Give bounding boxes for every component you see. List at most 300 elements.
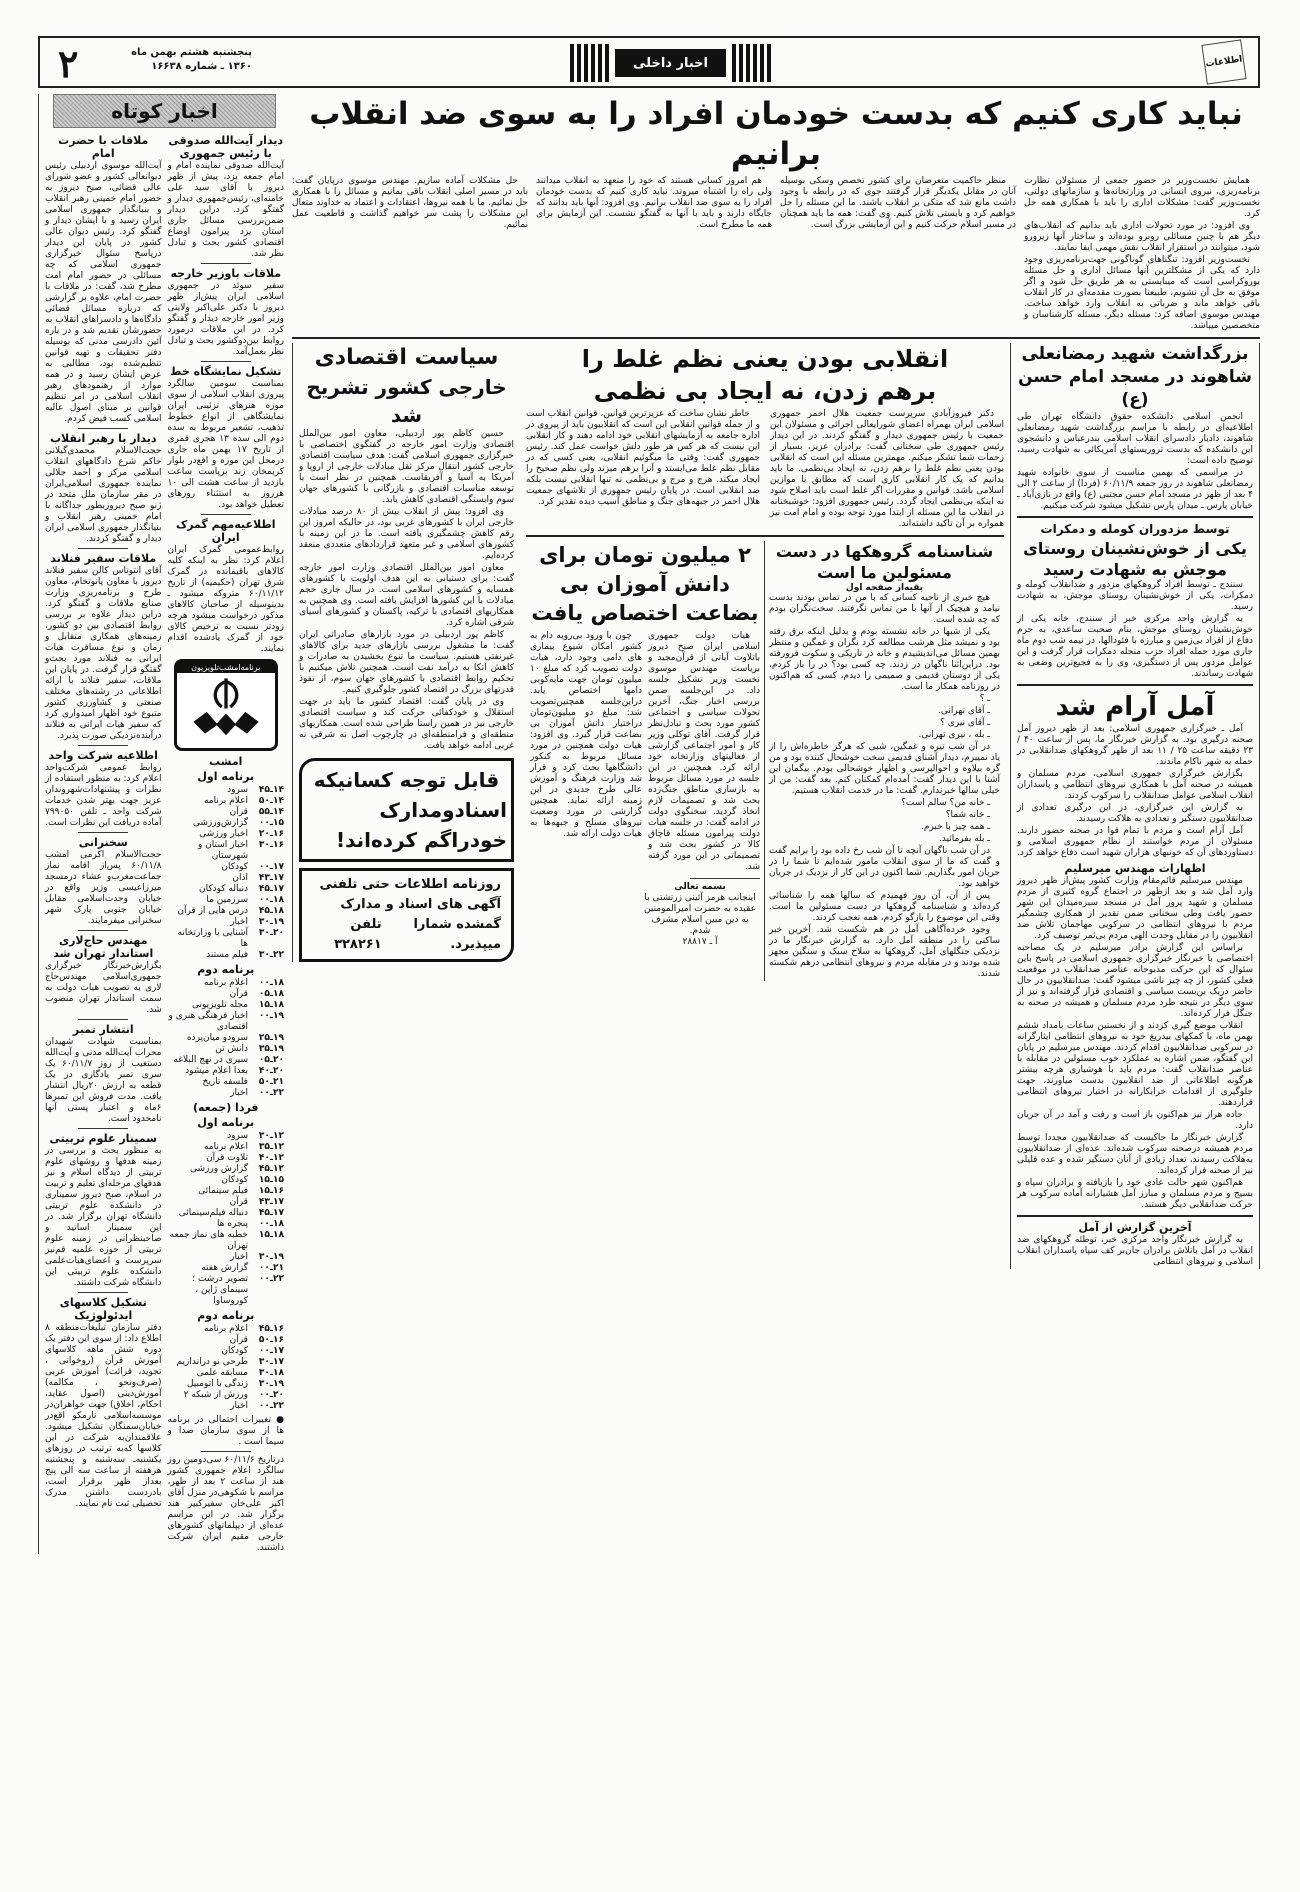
lower-section [292, 343, 1260, 1269]
tv-schedule-row [168, 884, 285, 895]
tv-show: اعلام برنامه [203, 796, 248, 806]
short-news-item [45, 836, 162, 931]
notice-body: اینجانب هرمز آئینی زرتشتی با عقیده به حضرت امیرالمومنین به دین مبین اسلام مشرف شدم. [644, 893, 756, 936]
tv-show: اعلام برنامه [203, 1142, 248, 1152]
news-item-headline: ملاقات سفیر فنلاند [50, 552, 157, 565]
news-item-headline: سخنرانی [78, 836, 128, 849]
tv-time: ۱۹ـ۲۵ [258, 1033, 284, 1043]
india-notice: درتاریخ ۶۰/۱۱/۶ سی‌دومین روز سالگرد اعلام جمهوری کشور هند از ساعت ۲ بعد از ظهر، مراسم با شکوهی‌در منزل آقای اکبر علی‌خان سفیرکبیر هند برگزار شد. در این مراسم عده‌ای از دیپلماتهای کشورهای خارجی مقیم ایران شرکت داشتند. [167, 1455, 285, 1553]
news-item-body: حجت‌الاسلام محمدی‌گیلانی حاکم شرع دادگاههای انقلاب اسلامی مرکز و احمد جلالی نماینده جمهوری اسلامی‌ایران در مقر سازمان ملل متحد در ژنو صبح دیروزبطور جداگانه با امام خمینی رهبر انقلاب و بنیانگذار جمهوری اسلامی ایران دیدار و گفتگو کردند. [45, 446, 162, 544]
tv-schedule-row [168, 917, 285, 928]
economy-headline-1: سیاست اقتصادی [314, 345, 499, 370]
paragraph: هیات دولت جمهوری اسلامی ایران صبح دیروز باتلاوت آیاتی از قرآن‌مجید و بریاست مهندس موسوی نخست وزیر تشکیل جلسه داد. در این‌جلسه ضمن بررسی اخبار جنگ، آخرین تحولات سیاسی و اجتماعی کشور مورد بحث و تبادل‌نظر قرار گرفت. آقای توکلی وزیر کار و امور اجتماعی گزارشی از فعالیتهای وزارتخانه خود ارائه کرد. همچنین در این جلسه در مورد مسائل مربوط به بازسازی مناطق جنگ‌زده بحث شد و تصمیمات لازم اتخاذ گردید. سخنگوی دولت در ادامه گفت: در جلسه هیات دولت پیرامون مسئله قاچاق کالا در کشور بحث شد و تصمیماتی در این مورد گرفته شد. [648, 631, 760, 872]
short-news-item [45, 749, 162, 833]
news-item-headline: ملاقات باوزیر خارجه [170, 267, 282, 280]
tv-time: ۱۴ـ۵۰ [258, 796, 284, 806]
main-story-col-4 [292, 176, 528, 333]
tv-show: کودکان [221, 1346, 248, 1356]
short-news-col-b [45, 131, 162, 1554]
short-news-item [45, 1132, 162, 1293]
tv-time: ۱۷ـ۴۳ [258, 1197, 284, 1207]
tv-show: ورزش از شبکه ۲ [183, 1390, 248, 1400]
ad-line-2: اسنادومدارک خودراگم کرده‌اند! [335, 798, 507, 852]
tv-time: ۱۸ـ۴۵ [258, 906, 284, 916]
paragraph: نخست‌وزیر افزود: تنگناهای گوناگونی جهت‌برنامه‌ریزی وجود دارد که یکی از مشکلترین آنها مسائل اداری و حل مسئله بوروکراسی است که میبایستی به هر طریق حل شود و اگر موفق به حل آن نشویم، طبیعتا بصورت مقدمه‌ای در کار انقلاب باقی خواهد ماند و ضرباتی به انقلاب وارد خواهد ساخت. مهندس موسوی اضافه کرد: مسئله دیگر، مسئله کارشناسان و متخصصین میباشد. [1024, 255, 1260, 331]
tv-time: ۲۲ـ۳۰ [258, 950, 284, 960]
logo-text: اطلاعات [1204, 54, 1244, 70]
short-news-col-a [168, 131, 285, 1554]
right-column [1010, 343, 1260, 1269]
tomorrow-label: فردا (جمعه) [192, 1101, 259, 1114]
tv-schedule-row [168, 807, 285, 818]
paragraph: دکتر فیروزآبادی سرپرست جمعیت هلال احمر جمهوری اسلامی ایران بهمراه اعضای شورایعالی اجرائی و مسئولان این جمعیت با رئیس جمهوری دیدار و گفتگو کردند. در این دیدار رئیس جمهوری طی سخنانی گفت: برادران عزیز، بسیار از زحمات شما تشکر میکنم. مهمترین مسئله این است که انقلابی بودن یعنی نظم غلط را برهم زدن، نه ایجاد بی‌نظمی. ما باید بدانیم که یک کار انقلابی کاری است که مطابق با موازین اسلامی باشد. قوانین و مقررات اگر غلط است باید اصلاح شود نه اینکه بی‌نظمی ایجاد گردد. رئیس جمهوری افزود: خوشبختانه در انقلاب ما این مسئله از ابتدا مورد توجه بوده و امام امت نیز همواره بر آن تاکید داشته‌اند. [770, 409, 1004, 529]
tv-time: ۱۹ـ۳۰ [258, 1379, 284, 1389]
tv-time: ۱۲ـ۴۰ [258, 1153, 284, 1163]
tv-schedule-row [168, 1230, 285, 1252]
paragraph: در مراسمی که بهمین مناسبت از سوی خانواده شهید رمضانعلی شاهوند در روز جمعه ۶۰/۱۱/۹ (فردا) از ساعت ۲ الی ۴ بعد از ظهر در مسجد امام حسن مجتبی (ع) واقع در نازی‌آباد ـ خیابان پارس ـ میدان پارس تشکیل میشود شرکت میکنیم. [1017, 468, 1253, 511]
main-story-col-3 [536, 176, 772, 333]
tv-show: زندگی با اتومبیل [186, 1379, 248, 1389]
main-area [292, 94, 1260, 1269]
paragraph: ـ آقای نیری ؟ [940, 718, 990, 728]
news-item-body: روابط‌عمومی گمرک ایران اعلام کرد: نظر به اینکه کلیه کالاهای باقیمانده در گمرک شرق تهران (حکیمیه) از تاریخ ۶۰/۱۱/۱۲ متروکه میشود ـ بدینوسیله از صاحبان کالاهای مذکور درخواست میشود هرچه زودتر نسبت به ترخیص کالای خود از گمرک یادشده اقدام نمایند. [167, 545, 284, 654]
tv-show: فیلم سینمائی [198, 1186, 248, 1196]
news-item-body: بگزارش‌خبرنگار خبرگزاری جمهوری‌اسلامی مهندس‌حاج لاری به تصویب هیات دولت به سمت استاندار تهران منصوب شد. [45, 961, 162, 1015]
section-tag [570, 44, 771, 82]
paragraph: جاده هراز نیز هم‌اکنون باز است و رفت و آمد در آن جریان دارد. [1017, 1110, 1253, 1131]
tv-time: ۱۸ـ۰۵ [258, 989, 284, 999]
ad-line-1: قابل توجه کسانیکه [313, 768, 500, 792]
paragraph: حسین کاظم پور اردبیلی، معاون امور بین‌الملل اقتصادی وزارت امور خارجه در گفتگوی اختصاصی با خبرگزاری جمهوری اسلامی گفت: هدف سیاست اقتصادی خارجی کشور انتقال مرکز ثقل مبادلات خارجی از اروپا و آمریکا به آسیا و آفریقاست. همچنین در نظر است با توسعه مناسبات اقتصادی و بازرگانی با کشورهای جهان سوم وابستگی اقتصادی کاهش یابد. [299, 429, 514, 505]
tv-schedule-row [168, 1401, 285, 1412]
tv-note: ● تغییرات احتمالی در برنامه ها از سوی سازمان صدا و سیما است . [167, 1415, 284, 1447]
paragraph: ـ آقای تهرانی. [938, 706, 990, 716]
tv-schedule-row [168, 989, 285, 1000]
channel-1-title: برنامه اول [197, 770, 255, 783]
paragraph: ـ همه چیز با خبرم. [920, 822, 990, 832]
news-item-body: آیت‌الله موسوی اردبیلی رئیس دیوانعالی کشور و عضو شورای عالی قضائی، صبح دیروز به حضور امام خمینی رهبر انقلاب و بنیانگذار جمهوری اسلامی ایران رسید و با ایشان دیدار و گفتگو کرد. رئیس دیوان عالی کشور در پایان این دیدار درپاسخ سئوال خبرگزاری جمهوری اسلامی که چه مسائلی در حضور امام امت مطرح شد، گفت: در ملاقات با حضرت امام، علاوه بر گزارشی که درباره مسائل قضائی دادگاه‌ها و دادسراهای انقلاب به حضورشان تقدیم شد و در باره آئین دادرسی مدنی که بوسیله دفتر تحقیقات و تهیه قوانین تنظیم‌شده بود، مطالبی به عرض ایشان رسید و در همه موارد از رهنمودهای رهبر انقلاب اسلامی در امر تنظیم قوانین بر مبنای اصول عالیه اسلامی کسب فیض کردم. [45, 161, 162, 424]
news-item-headline: تشکیل کلاسهای ایدئولوژیک [59, 1296, 147, 1322]
tv-time: ۲۰ـ۰۵ [258, 1055, 284, 1065]
tv-show: گزارش‌ورزشی [192, 818, 248, 828]
paragraph: همایش نخست‌وزیر در حضور جمعی از مسئولان نظارت برنامه‌ریزی، نیروی انسانی در وزارتخانه‌ها و سازمانهای دولتی، نخست‌وزیر گفت: مشکلات اداری را باید با همکاری همه حل کرد. [1024, 176, 1260, 219]
tv-schedule-row [168, 862, 285, 873]
tv-logo-box [174, 659, 278, 751]
paragraph: حل مشکلات آماده سازیم. مهندس موسوی درپایان گفت: باید در مسیر اصلی انقلاب باقی بمانیم و مسائل را با همکاری حل نمائیم. ما با همه نیروها، اعتقادات و اعتماد به خداوند متعال این مشکلات را پشت سر خواهیم گذاشت و قاطعیت عمل نمائیم. [292, 176, 528, 230]
short-news-item [45, 432, 162, 549]
channel-2-list [168, 978, 285, 1099]
tv-show: پنجره ها [216, 1219, 248, 1229]
tv-time: ۱۷ـ۴۵ [258, 884, 284, 894]
tv-schedule-row [168, 895, 285, 906]
paragraph: در آن شب تیره و غمگین، شبی که هرگز خاطره‌اش را از یاد نمیبرم، دیدار آشنای قدیمی سخت خوشحال کننده بود و من گره بیلاوه و احوالپرسی و اظهار خوشحالی بودم. بیگمان این آشنا با این دیدار گفت: آمده‌ام کمکتان کنم. بعد گفت: من از خیلی سالها خبرندارم. گفت: ما در خدمت انقلاب هستیم. [769, 742, 1000, 796]
tv-schedule-row [168, 1044, 285, 1055]
tv-show: دانش تن [215, 1044, 248, 1054]
short-news-item [168, 267, 285, 362]
tv-schedule-list [168, 755, 285, 1554]
left-column [292, 343, 520, 962]
tv-show: اعلام برنامه [203, 1324, 248, 1334]
tv-show: دنباله کودکان [199, 884, 248, 894]
news-item-body: آیت‌الله صدوقی نماینده امام و امام جمعه یزد، پیش از ظهر دیروز با آقای سید علی خامنه‌ای، رئیس‌جمهوری دیدار و گفتگو کرد. دراین دیدار ضمن‌بررسی مسائل جاری استان یزد پیرامون اوضاع اقتصادی کشور بحث و تبادل نظر شد. [167, 161, 284, 259]
paragraph: به گزارش واحد مرکزی خبر از سنندج، خانه یکی از خوش‌نشینان روستای موجش، بنام صحبت ساعدی، به جرم دفاع از افراد بی‌زمین و مبارزه با فئودالها، در نیمه شب دوم ماه جاری مورد حمله افراد حزب منحله دمکرات قرار گرفت و این عوامل مزدور پس از دستگیری، وی را به فجیع‌ترین وضعی به شهادت رساندند. [1017, 614, 1253, 679]
tv-time: ۱۷ـ۰۰ [258, 862, 284, 872]
short-news-item [168, 134, 285, 264]
tv-schedule-row [168, 1055, 285, 1066]
paragraph: آمل ـ خبرگزاری جمهوری اسلامی: بعد از ظهر دیروز آمل صحنه درگیری بود. به گزارش خبرنگار ما، پس از ساعت ۴۰ / ۲۳ دقیقه ساعت ۲۵ / ۱۱ بعد از ظهر گروهکهای ضدانقلابی در حمله به شهر ناکام ماندند. [1017, 724, 1253, 767]
paragraph: هم امروز کسانی هستند که خود را متعهد به انقلاب میدانند ولی راه را اشتباه میروند. نباید کاری کنیم که بدست خودمان افراد را به سوی ضد انقلاب برانیم. وی افزود: آنها باید بدانند که جایگاه دارند و باید با آنها به گفتگو نشست. این آزمایش برای همه ما مطرح است. [536, 176, 772, 230]
shenasnameh-headline: شناسنامه گروهکها در دست مسئولین ما است [775, 542, 994, 582]
short-news-item [45, 1023, 162, 1129]
tv-schedule-row [168, 1274, 285, 1307]
nazm-col-left [526, 409, 760, 531]
tv-show: کودکان [221, 1175, 248, 1185]
tv-show: سرزمین ما [206, 895, 248, 905]
tv-time: ۱۶ـ۱۵ [258, 1186, 284, 1196]
tv-schedule-row [168, 1131, 285, 1142]
tv-time: ۱۲ـ۳۰ [258, 1131, 284, 1141]
tv-show: قرآن [229, 989, 248, 999]
short-news-item [168, 518, 285, 655]
tv-schedule-row [168, 829, 285, 840]
paragraph: کاظم پور اردبیلی در مورد بازارهای صادراتی ایران گفت: ما مشغول بررسی بازارهای جدید برای کالاهای غیرنفتی هستیم. سیاست ما تنوع بخشیدن به صادرات و کاهش اتکا به درآمد نفت است. همچنین تلاش میکنیم با تحکیم روابط اقتصادی با کشورهای جهان سوم، از نفوذ قدرتهای بزرگ در اقتصاد کشور جلوگیری کنیم. [299, 630, 514, 695]
news-item-body: روابط عمومی شرکت‌واحد اعلام کرد: به منظور استفاده از نظرات و پیشنهادات‌شهروندان عزیز جهت بهتر شدن خدمات شرکت واحد ـ تلفن ۷۹۹۰۵۰ آماده دریافت این نظرات است. [45, 763, 162, 828]
paragraph: معاون امور بین‌الملل اقتصادی وزارت امور خارجه گفت: برای دستیابی به این هدف اولویت با کشورهای همسایه و کشورهای اسلامی است. در سال جاری حجم مبادلات با این کشورها افزایش یافته است. وی همچنین به همکاریهای اقتصادی با ترکیه، پاکستان و کشورهای آسیای شرقی اشاره کرد. [299, 563, 514, 628]
page-number: ۲ [58, 41, 79, 86]
tv-schedule-row [168, 1219, 285, 1230]
tv-time: ۱۹ـ۳۰ [258, 917, 284, 927]
tv-schedule-row [168, 1252, 285, 1263]
tv-time: ۱۴ـ۵۵ [258, 807, 284, 817]
tv-schedule-row [168, 928, 285, 950]
tv-show: سرود [227, 1131, 248, 1141]
masthead [38, 36, 1260, 88]
short-news-title: اخبار کوتاه [53, 94, 276, 128]
tv-show: دنباله فیلم‌سینمائی [178, 1208, 248, 1218]
divider [526, 535, 1004, 537]
tv-show: فیلم مستند [206, 950, 248, 960]
news-item-headline: انتشار تمبر [72, 1023, 134, 1036]
short-news-item [45, 934, 162, 1020]
paragraph: انقلاب موضع گیری کردند و از نخستین ساعات بامداد ششم بهمن ماه، با کمکهای بیدریغ خود به نیروهای انتظامی ایثارگرانه در سرکوبی ضدانقلابیون اقدام کردند. مهندس میرسلیم در پایان این گفتگو، ضمن اشاره به عملکرد خوب مسئولین در مقابله با عناصر ضدانقلاب گفت: مردم باید با هوشیاری هرچه بیشتر هرگونه اطلاعاتی از ضد انقلابیون بدست میاورند، جهت جلوگیری از اقدامات خرابکارانه در اختیار نیروهای انتظامی قراردهند. [1017, 1021, 1253, 1108]
tv-show: قرآن [229, 1335, 248, 1345]
tv-schedule-row [168, 1011, 285, 1033]
news-item-headline: دیدار آیت‌الله صدوقی با رئیس جمهوری [168, 134, 284, 160]
tv-time: ۱۶ـ۴۵ [258, 1324, 284, 1334]
ad-line-3: روزنامه اطلاعات حتی تلفنی آگهی های اسناد و مدارک [319, 877, 501, 912]
main-headline: نباید کاری کنیم که بدست خودمان افراد را به سوی ضد انقلاب برانیم [309, 96, 1243, 172]
tv-time: ۲۰ـ۳۰ [258, 928, 284, 938]
tonight-label: امشب [209, 755, 243, 768]
tv-schedule-row [168, 840, 285, 862]
news-item-headline: تشکیل نمایشگاه خط [170, 365, 282, 378]
tv-schedule-row [168, 1033, 285, 1044]
tv-show: قرآن [229, 1197, 248, 1207]
paragraph: وجود خرده‌آگاهی آمل در هم شکست شد. آخرین خبر ساکنی را در منطقه آمل دارد. به گزارش خبرنگار ما در نزدیکی جنگلهای آمل، گروهکها به سلاح سبک و سنگین مجهز شده بودند و در مقابله مردم و نیروهای انتظامی درهم شکسته شدند. [769, 925, 1000, 979]
center-column [520, 343, 1010, 981]
tv-time: ۱۸ـ۰۰ [258, 978, 284, 988]
tv-schedule-row [168, 1368, 285, 1379]
news-item-body: بمناسبت شهادت شهیدان محراب آیت‌الله مدنی و آیت‌الله دستغیب از روز ۶۰/۱۱/۷ یک سری تمبر یادگاری در یک قطعه به ارزش ۲۰ریال انتشار یافت. مدت فروش این تمبرها ۶ماه و اعتبار پستی آنها نامحدود است. [45, 1037, 162, 1124]
ad-phone: تلفن ۳۲۸۲۶۱ [334, 917, 382, 952]
tv-box-label: برنامه‌امشب‌تلویزیون [177, 662, 275, 673]
tomorrow-2-list [168, 1324, 285, 1412]
paragraph: ـ بله ، نیری تهرانی. [918, 730, 990, 740]
amol-headline: آمل آرام شد [1055, 692, 1215, 722]
divider [1017, 1215, 1253, 1217]
tv-schedule-row [168, 796, 285, 807]
paragraph: منظر حاکمیت متعرضان برای کشور تخصص وسکی بوسیله آنان در مقابل یکدیگر قرار گرفتند جوی که در رابطه با وجود داشت مانع شد که متکی بر انقلاب باشند. ما این مسئله را حل خواهیم کرد و بایستی تلاش کنیم. وی گفت: همه ما باید همچنان در مسیر اسلام حرکت کنیم و این آزمایشی بزرگ است. [780, 176, 1016, 230]
story-nazm [526, 343, 1004, 531]
tv-show: اخبار ورزشی [199, 829, 248, 839]
short-news-column [38, 94, 284, 1554]
paragraph: به گزارش خبرنگار واحد مرکزی خبر، توطئه گروهکهای ضد انقلاب در آمل باتلاش برادران جان‌بر کف سپاه پاسداران انقلاب اسلامی و نیروهای انتظامی [1017, 1235, 1253, 1267]
channel-2-title: برنامه دوم [197, 963, 255, 976]
mojesh-headline: یکی از خوش‌نشینان روستای موجش به شهادت رسید [1023, 539, 1247, 579]
tv-show: گزارش ورزشی [189, 1164, 248, 1174]
tv-schedule-row [168, 1208, 285, 1219]
news-item-body: بمناسبت سومین سالگرد پیروزی انقلاب اسلامی از سوی موزه هنرهای تزئینی ایران نمایشگاهی از انواع خطوط تذهیب، تشعیر مربوط به سده دوم الی سده ۱۳ هجری قمری از تاریخ ۱۷ بهمن ماه جاری درمحل این موزه و اقع‌در بلوار کریمخان زند برپاست ساعت بازدید از ساعت هشت الی ۱۰ هرروز به استثناء روزهای تعطیل خواهد بود. [167, 379, 284, 510]
tv-schedule-row [168, 1077, 285, 1088]
paragraph: وی افزود: پیش از انقلاب بیش از ۸۰ درصد مبادلات خارجی ایران با کشورهای غربی بود، در حالیکه امروز این رقم کاهش چشمگیری یافته است. ما در این زمینه با کشورهای اسلامی و غیر متعهد قراردادهای متعددی منعقد کرده‌ایم. [299, 507, 514, 561]
nazm-col-right [770, 409, 1004, 531]
tv-time: ۱۹ـ۰۰ [258, 1011, 284, 1021]
tv-schedule-row [168, 873, 285, 884]
tv-time: ۲۰ـ۰۰ [258, 1390, 284, 1400]
story-amol [1017, 690, 1253, 1268]
tv-time: ۱۸ـ۱۵ [258, 1000, 284, 1010]
tv-time: ۲۲ـ۰۰ [258, 1088, 284, 1098]
short-news-item [45, 134, 162, 429]
tv-show: سرود [227, 785, 248, 795]
short-news-item [45, 552, 162, 746]
tv-time: ۱۸ـ۳۰ [258, 1368, 284, 1378]
tv-show: آشنایی با وزارتخانه ها [177, 928, 248, 949]
paragraph: بگزارش خبرگزاری جمهوری اسلامی، مردم مسلمان و همیشه در صحنه آمل با همکاری نیروهای انتظامی و پاسداران انقلاب اسلامی عوامل ضدانقلاب را سرکوب کردند. [1017, 769, 1253, 801]
main-story-columns [292, 176, 1260, 333]
story-mojesh [1017, 522, 1253, 680]
tv-time: ۱۵ـ۰۰ [258, 818, 284, 828]
tv-time: ۱۷ـ۳۰ [258, 1357, 284, 1367]
tv-time: ۲۰ـ۴۰ [258, 1066, 284, 1076]
paragraph: گزارش خبرنگار ما حاکیست که ضدانقلابیون مجددا توسط مردم همیشه درصحنه سرکوب شده‌اند. عده‌ای از ضدانقلابیون به‌هلاکت رسیدند، تعداد زیادی از آنان دستگیر شده و عده قلیلی نیز از صحنه فرار کرده‌اند. [1017, 1133, 1253, 1176]
paragraph: ـ بله بفرمائید. [938, 834, 990, 844]
tv-show: مسابقه علمی [196, 1368, 248, 1378]
notice-heading: بسمه تعالی [674, 882, 726, 892]
story-shenasnameh [764, 541, 1004, 981]
main-story-col-2 [780, 176, 1016, 333]
ad-line-4: گمشده شمارا میپذیرد. [413, 917, 501, 952]
tv-show: اذان [232, 873, 248, 883]
tv-show: تصویر درشت ؛ سینمای ژاپن ، کوروساوا [192, 1274, 248, 1306]
news-item-headline: دیدار با رهبر انقلاب [50, 432, 157, 445]
tv-show: سرودو میان‌پرده [186, 1033, 248, 1043]
2million-col-right [648, 631, 760, 874]
tv-show: اعلام برنامه [203, 978, 248, 988]
tv-schedule-row [168, 1000, 285, 1011]
paragraph: خاطر نشان ساخت که عزیزترین قوانین، قوانین انقلاب است و از جمله قوانین انقلابی این است که انقلابیون باید از پیروی در اداره جامعه به آزمایشهای انقلابی خود ادامه دهند و کار انقلابی این نیست که هر کس هر طور دلش خواست عمل کند. رئیس جمهوری گفت: وقتی ما میگوئیم انقلابی، یعنی کسی که در مقابل نظم غلط می‌ایستد و آنرا برهم میزند ولی نظم صحیح را ایجاد میکند. هرج و مرج و بی‌نظمی نه تنها انقلابی نیست بلکه ضد انقلابی است. در پایان رئیس جمهوری از تلاشهای جمعیت هلال احمر در جبهه‌های جنگ و مناطق آسیب دیده تقدیر کرد. [526, 409, 760, 507]
tv-schedule-row [168, 785, 285, 796]
tv-time: ۲۱ـ۵۰ [258, 1077, 284, 1087]
tv-time: ۱۶ـ۳۰ [258, 840, 284, 850]
tv-time: ۱۲ـ۳۵ [258, 1142, 284, 1152]
tomorrow-1-title: برنامه اول [197, 1116, 255, 1129]
tv-schedule-row [168, 1066, 285, 1077]
story-2million [526, 541, 764, 981]
paragraph: در آن شب ناگهان آنچه تا آن شب رخ داده بود را برایم گفت و گفت که ما از سوی انقلاب مامور شده‌ایم تا شما را در جریان امور بگذاریم. شما اکنون در این کار از نزدیک در جریان خواهید بود. [769, 846, 1000, 889]
paragraph: انجمن اسلامی دانشکده حقوق دانشگاه تهران طی اطلاعیه‌ای در رابطه با مراسم بزرگداشت شهید رمضانعلی شاهوند، دادیار دادسرای انقلاب اسلامی بندرعباس و دانشجوی این دانشکده که بدست تروریستهای آمریکائی به شهادت رسید، توضیح داده است: [1017, 412, 1253, 466]
nazm-headline-2: برهم زدن، نه ایجاد بی نظمی [593, 377, 937, 405]
tv-time: ۱۷ـ۴۳ [258, 873, 284, 883]
tv-time: ۱۸ـ۱۵ [258, 1230, 284, 1240]
news-item-body: به منظور بحث و بررسی در زمینه هدفها و روشهای علوم تربیتی از دیدگاه اسلام و نیز هدفهای مرحله‌ای تعلیم و تربیت در اسلام، صبح دیروز سمیناری در دانشکده علوم تربیتی دانشگاه تهران برگزار شد. در این سمینار اساتید و صاحبنظرانی در زمینه علوم تربیتی از حوزه علمیه قم‌نیز سرپرست و اعضای‌هیات‌علمی دانشکده علوم تربیتی این دانشگاه شرکت داشتند. [45, 1146, 162, 1288]
paragraph: به گزارش این خبرگزاری، در این درگیری تعدادی از ضدانقلابیون دستگیر و تعدادی به هلاکت رسیدند. [1017, 803, 1253, 824]
tv-schedule-row [168, 950, 285, 961]
news-item-headline: اطلاعیه شرکت واحد [48, 749, 158, 762]
2million-headline: ۲ میلیون تومان برای دانش آموزان بی بضاعت اختصاص یافت [531, 543, 759, 625]
story-shahvand [1017, 343, 1253, 512]
paragraph: سنندج ـ توسط افراد گروهکهای مزدور و ضدانقلاب کومله و دمکرات، یکی از خوش‌نشینان روستای موجش، به شهادت رسید. [1017, 580, 1253, 612]
2million-col-left [530, 631, 642, 874]
tv-time: ۱۹ـ۳۰ [258, 1252, 284, 1262]
tv-schedule-row [168, 1263, 285, 1274]
tv-schedule-row [168, 1379, 285, 1390]
tv-show: قرآن [229, 807, 248, 817]
tv-time: ۱۸ـ۰۰ [258, 895, 284, 905]
paragraph: وی در پایان گفت: اقتصاد کشور ما باید در جهت استقلال و خودکفائی حرکت کند و سیاست اقتصادی خارجی نیز در همین راستا طراحی شده است. همکاریهای منطقه‌ای و فرامنطقه‌ای در چارچوب اصل نه شرقی نه غربی ادامه خواهد یافت. [299, 697, 514, 751]
lost-documents-ad [299, 758, 514, 962]
tv-schedule-row [168, 1153, 285, 1164]
tv-show: اخبار [230, 917, 248, 927]
paragraph: آمل آرام است و مردم با تمام قوا در صحنه حضور دارند. مسئولان از مردم خواستند از نظام جمهوری اسلامی و دستاوردهای آن که خونبهای هزاران شهید است دفاع خواهد کرد. [1017, 826, 1253, 858]
paragraph: یکی از شبها در خانه نشسته بودم و بدلیل اینکه برق رفته بود و نمیشد مثل هرشب مطالعه کرد نگران و غمگین و منتظر بهمین مسائل می‌اندیشیدم و خانه در تاریکی و سکوت فرورفته بود. دراین‌اثنا ناگهان در زدند. چه کسی بود؟ در را باز کردم، یکی از دوستان قدیمی و صمیمی را دیدم، کسی که هم‌اکنون در روزنامه همکار ما است. [769, 627, 1000, 692]
paragraph: ـ ؟ [979, 694, 990, 704]
tv-time: ۱۵ـ۱۵ [258, 1175, 284, 1185]
divider [1017, 516, 1253, 518]
tv-schedule-row [168, 1390, 285, 1401]
main-story-col-1 [1024, 176, 1260, 333]
continued-label: بقیه‌از صفحه اول [845, 583, 924, 593]
news-item-body: سفیر سوئد در جمهوری اسلامی ایران پیش‌از ظهر دیروز با دکتر علی‌اکبر ولایتی وزیر امور خارجه دیدار و گفتگو کرد. در این ملاقات درمورد روابط بین‌دوکشور بحث و تبادل نظر بعمل‌آمد. [167, 281, 284, 357]
date-line-2: ۱۳۶۰ ـ شماره ۱۶۶۳۸ [151, 61, 252, 72]
economy-headline-2: خارجی کشور تشریح شد [306, 375, 507, 427]
tv-time: ۲۲ـ۰۰ [258, 1274, 284, 1284]
tv-show: خطبه های نماز جمعه تهران [169, 1230, 248, 1251]
tv-schedule-row [168, 1346, 285, 1357]
tv-show: اخبار [230, 1252, 248, 1262]
tv-show: اخبار [230, 1088, 248, 1098]
ad-contact-box [299, 868, 514, 962]
paragraph: مهندس میرسلیم قائم‌مقام وزارت کشور پیش‌از ظهر دیروز وارد آمل شد و بعد ازظهر در اجتماع گروه کثیری از مردم مسلمان و شهید پرور آمل در مسجد سبزه‌میدان این شهر حضور یافت وطی سخنانی ضمن تقدیر از همکاری چشمگیر مردم با نیروهای انتظامی در سرکوبی مهاجمان تلاش ضد انقلابیون را در مقابل وحدت الهی مردم بی‌ثمر توصیف کرد. [1017, 876, 1253, 941]
shenasnameh-body [769, 593, 1000, 980]
tv-show: بعدا اعلام میشود [185, 1066, 248, 1076]
tv-schedule-row [168, 818, 285, 829]
decorative-bars-right [732, 44, 771, 82]
mirsalim-subhead: اظهارات مهندس میرسلیم [1064, 862, 1206, 875]
paragraph: وی افزود: در مورد تحولات اداری باید بدانیم که انقلاب‌های دیگر هم با چنین مسائلی روبرو بوده‌اند و ساختار آنها زیرورو شود، میتوانند در استقرار انقلاب نقش مهمی ایفا نمایند. [1024, 221, 1260, 253]
news-item-headline: ملاقات با حضرت امام [58, 134, 149, 160]
date-line-1: پنجشنبه هشتم بهمن ماه [131, 47, 252, 58]
short-news-item [168, 365, 285, 515]
tv-time: ۱۸ـ۰۰ [258, 1219, 284, 1229]
short-news-item [45, 1296, 162, 1510]
tomorrow-2-title: برنامه دوم [197, 1309, 255, 1322]
tv-schedule-row [168, 1164, 285, 1175]
paragraph: براساس این گزارش برادر میرسلیم در یک مصاحبه اختصاصی با خبرنگار خبرگزاری جمهوری اسلامی در پاسخ باین سئوال که این حرکت مذبوحانه عناصر ضدانقلاب در موقعیت فعلی کشور، از چه چیز ناشی میشود گفت: ضدانقلابیون در حال حاضر دریک بن‌بست سیاسی و اقتصادی قرار گرفته‌اند و نیز از سوی دیگر در نتیجه طرد مردم مسلمان و همیشه در صحنه به جنگل فرار کرده‌اند. [1017, 943, 1253, 1019]
paragraph: ـ خانه شما؟ [945, 810, 990, 820]
tv-time: ۲۱ـ۰۰ [258, 1263, 284, 1273]
tv-show: گزارش هفته [201, 1263, 248, 1273]
page-grid [38, 94, 1260, 1554]
news-item-body: حجت‌الاسلام اکرمی امشب ۶۰/۱۱/۸ پس‌از اقامه نماز جماعت‌مغرب‌و عشاء درمسجد میرزاعیسی وزیر واقع در خیابان وحدت‌اسلامی مقابل خیابان جنوبی پارک شهر سخنرانی میفرمایند. [45, 850, 162, 926]
notice-code: آ ـ ۲۸۸۱۷ [682, 937, 718, 947]
tv-time: ۱۹ـ۳۵ [258, 1044, 284, 1054]
tv-show: درس هایی از قرآن [177, 906, 248, 916]
tv-emblem-icon [186, 675, 266, 747]
channel-1-list [168, 785, 285, 961]
tv-schedule-row [168, 1324, 285, 1335]
newspaper-logo [1201, 39, 1246, 84]
tomorrow-1-list [168, 1131, 285, 1307]
paragraph: هم‌اکنون شهر حالت عادی خود را بازیافته و برادران سپاه و بسیج و مردم مسلمان و مبارز آمل هشیارانه آماده سرکوب هر حرکت ضدانقلابی دیگر هستند. [1017, 1178, 1253, 1210]
tv-show: اخبار فرهنگی هنری و اقتصادی [168, 1011, 248, 1032]
tv-time: ۱۷ـ۴۵ [258, 1208, 284, 1218]
news-item-headline: مهندس حاج‌لاری استاندار تهران شد [53, 934, 154, 960]
mojesh-kicker: توسط مزدوران کومله و دمکرات [1040, 522, 1230, 536]
decorative-bars-left [570, 44, 609, 82]
newspaper-page [38, 36, 1260, 1554]
paragraph: هیچ خبری از ناحیه کسانی که با من در تماس بودند بدست نیامد و هیچیک از آنها با من تماس نگرفتند. سخت‌نگران بودم که چه شده است. [769, 593, 1000, 625]
tv-time: ۱۷ـ۰۰ [258, 1346, 284, 1356]
last-report-subhead: آخرین گزارش از آمل [1078, 1221, 1192, 1234]
paragraph: ـ خانه من؟ سالم است؟ [901, 798, 990, 808]
dateline [112, 46, 252, 74]
section-label: اخبار داخلی [615, 49, 726, 77]
conversion-notice [640, 882, 760, 948]
news-item-body: آقای انتوتاس کالن سفیر فنلاند دیروز با معاون پانوتخام، معاون طرح و برنامه‌ریزی وزارت صنایع ملاقات و گفتگو کرد. دراین دیدار علاوه بر بررسی روابط اقتصادی بین دو کشور، زمینه‌های همکاری متقابل و زمان و نوع مسافرت هیات ایرانی به فنلاند مورد بحث‌و گفتگو قرار گرفت. در پایان این ملاقات، سفیر فنلاند با ارائه اطلاعاتی در رشته‌های مختلف صنعتی و کشاورزی کشور متبوع خود اظهار امیدواری کرد که سفیر هیات ایرانی به فنلاند درآینده‌نزدیکی صورت پذیرد. [45, 566, 162, 741]
shahvand-headline: بزرگداشت شهید رمضانعلی شاهوند در مسجد امام حسن (ع) [1018, 344, 1252, 410]
tv-show: اخبار [230, 1401, 248, 1411]
tv-schedule-row [168, 906, 285, 917]
divider [1017, 684, 1253, 686]
tv-show: مجله تلویزیونی [191, 1000, 248, 1010]
divider [292, 337, 1260, 339]
nazm-headline-1: انقلابی بودن یعنی نظم غلط را [581, 345, 949, 373]
tv-show: طرحی نو دراندازیم [176, 1357, 248, 1367]
tv-show: فلسفه تاریخ [202, 1077, 248, 1087]
ad-headline-box [299, 758, 514, 862]
tv-schedule-row [168, 1357, 285, 1368]
tv-schedule-row [168, 1088, 285, 1099]
news-item-headline: سمینار علوم تربیتی [49, 1132, 157, 1145]
tv-schedule-row [168, 1335, 285, 1346]
news-item-headline: اطلاعیه‌مهم گمرک ایران [175, 518, 276, 544]
story-economy [299, 343, 514, 752]
tv-show: کودکان [221, 862, 248, 872]
tv-time: ۱۴ـ۴۵ [258, 785, 284, 795]
paragraph: چون با ورود بی‌رویه دام به کشور امکان شیوع بیماری های دامی وجود دارد، هیات دولت تصویب کرد که مبلغ ۱۰ میلیون تومان جهت مایه‌کوبی دامها اختصاص یابد. دراین‌جلسه همچنین‌تصویب شد: مبلغ دو میلیون‌تومان دراختیار دانش آموزان بی بضاعت قرار گیرد. وی افزود: هیات دولت همچنین در مورد مسائل مربوط به کنکور دانشگاهها بحث کرد و قرار شد وزارت فرهنگ و آموزش عالی طرح جدیدی در این زمینه ارائه نماید. همچنین گزارشی در مورد وضعیت نیروهای مسلح و جبهه‌ها به هیات دولت ارائه شد. [530, 631, 642, 839]
tv-schedule-row [168, 1197, 285, 1208]
tv-time: ۲۲ـ۰۰ [258, 1401, 284, 1411]
tv-schedule-row [168, 978, 285, 989]
paragraph: پس از آن، آن روز فهمیدم که سالها همه را شناسائی کرده‌اند و شناسنامه گروهکها در دست مسئولین ما است. وقتی این موضوع را بازگو کردم، همه تعجب کردند. [769, 891, 1000, 923]
tv-show: سیری در نهج البلاغه [173, 1055, 248, 1065]
tv-show: اخبار استان و شهرستان [197, 840, 248, 861]
tv-schedule-row [168, 1175, 285, 1186]
center-lower [526, 541, 1004, 981]
tv-time: ۱۶ـ۵۰ [258, 1335, 284, 1345]
tv-time: ۱۲ـ۴۵ [258, 1164, 284, 1174]
